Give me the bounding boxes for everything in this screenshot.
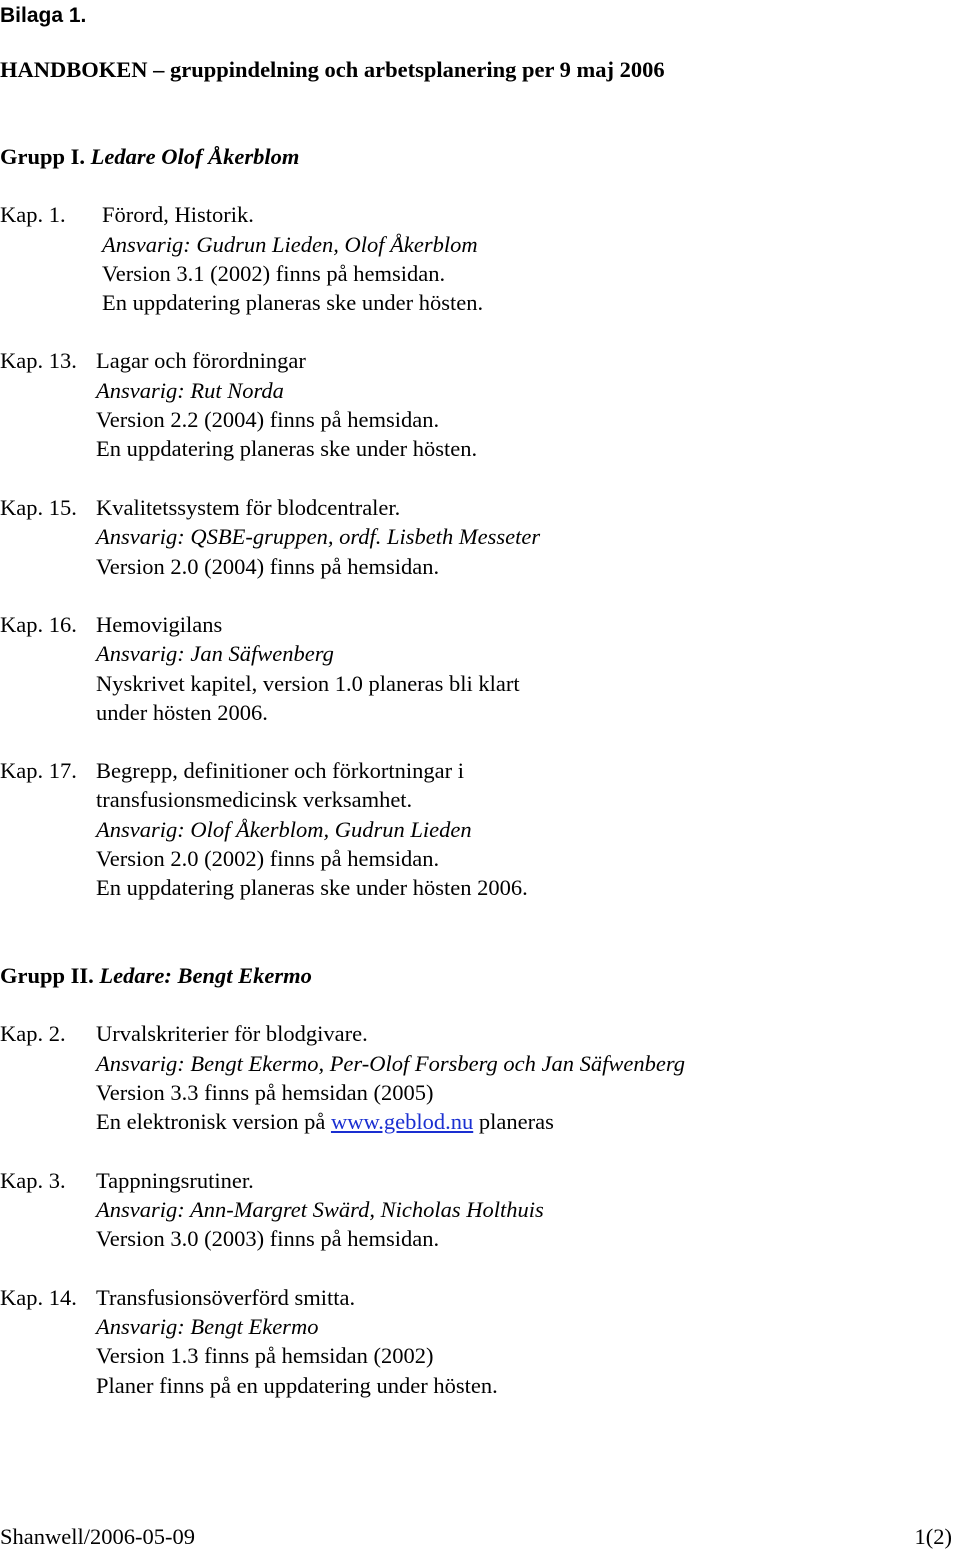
- group-heading: [0, 965, 312, 988]
- chapter-responsible: Ansvarig: Gudrun Lieden, Olof Åkerblom: [102, 232, 478, 257]
- group-heading: [0, 146, 299, 169]
- chapter-title: Förord, Historik.: [102, 202, 254, 227]
- group-number: Grupp I.: [0, 144, 86, 169]
- chapter-note-text: planeras: [478, 1109, 554, 1134]
- chapter-number: Kap. 1.: [0, 202, 66, 227]
- chapter-number: Kap. 16.: [0, 612, 77, 637]
- chapter-version: Version 2.2 (2004) finns på hemsidan.: [96, 407, 440, 432]
- chapter-title: Transfusionsöverförd smitta.: [96, 1285, 356, 1310]
- chapter-number: Kap. 15.: [0, 495, 77, 520]
- chapter-title: Hemovigilans: [96, 612, 223, 637]
- chapter-responsible: Ansvarig: Olof Åkerblom, Gudrun Lieden: [96, 817, 472, 842]
- chapter-number: Kap. 13.: [0, 348, 77, 373]
- chapter-note-text: En elektronisk version på: [96, 1109, 326, 1134]
- chapter-number: Kap. 14.: [0, 1285, 77, 1310]
- chapter-title-continued: transfusionsmedicinsk verksamhet.: [96, 787, 413, 812]
- chapter-responsible: Ansvarig: Bengt Ekermo, Per-Olof Forsberg och Jan Säfwenberg: [96, 1051, 686, 1076]
- chapter-note: Planer finns på en uppdatering under hösten.: [96, 1373, 498, 1398]
- chapter-version: Version 2.0 (2002) finns på hemsidan.: [96, 846, 440, 871]
- chapter-version: Version 3.3 finns på hemsidan (2005): [96, 1080, 434, 1105]
- chapter-title: Begrepp, definitioner och förkortningar i: [96, 758, 465, 783]
- chapter-version: Nyskrivet kapitel, version 1.0 planeras bli klart: [96, 671, 520, 696]
- chapter-responsible: Ansvarig: Jan Säfwenberg: [96, 641, 334, 666]
- chapter-responsible: Ansvarig: QSBE-gruppen, ordf. Lisbeth Messeter: [96, 524, 541, 549]
- chapter-note: En uppdatering planeras ske under hösten 2006.: [96, 875, 528, 900]
- chapter-version: Version 3.1 (2002) finns på hemsidan.: [102, 261, 446, 286]
- chapter-title: Tappningsrutiner.: [96, 1168, 254, 1193]
- chapter-title: Lagar och förordningar: [96, 348, 306, 373]
- chapter-version: Version 3.0 (2003) finns på hemsidan.: [96, 1226, 440, 1251]
- chapter-version: Version 2.0 (2004) finns på hemsidan.: [96, 554, 440, 579]
- chapter-note: En uppdatering planeras ske under hösten.: [102, 290, 484, 315]
- footer-author-date: Shanwell/2006-05-09: [0, 1524, 195, 1549]
- chapter-number: Kap. 17.: [0, 758, 77, 783]
- group-leader: Ledare: Bengt Ekermo: [99, 963, 312, 988]
- chapter-title: Kvalitetssystem för blodcentraler.: [96, 495, 401, 520]
- chapter-number: Kap. 3.: [0, 1168, 66, 1193]
- chapter-note: En uppdatering planeras ske under hösten.: [96, 436, 478, 461]
- chapter-number: Kap. 2.: [0, 1021, 66, 1046]
- group-leader: Ledare Olof Åkerblom: [90, 144, 300, 169]
- annex-label: Bilaga 1.: [0, 4, 87, 27]
- chapter-responsible: Ansvarig: Rut Norda: [96, 378, 284, 403]
- chapter-note: [96, 1111, 554, 1134]
- chapter-responsible: Ansvarig: Ann-Margret Swärd, Nicholas Holthuis: [96, 1197, 544, 1222]
- chapter-note: under hösten 2006.: [96, 700, 268, 725]
- chapter-title: Urvalskriterier för blodgivare.: [96, 1021, 368, 1046]
- page-number: 1(2): [914, 1524, 952, 1549]
- chapter-version: Version 1.3 finns på hemsidan (2002): [96, 1343, 434, 1368]
- geblod-link[interactable]: www.geblod.nu: [330, 1109, 474, 1134]
- chapter-responsible: Ansvarig: Bengt Ekermo: [96, 1314, 319, 1339]
- document-title: HANDBOKEN – gruppindelning och arbetsplanering per 9 maj 2006: [0, 57, 665, 82]
- group-number: Grupp II.: [0, 963, 94, 988]
